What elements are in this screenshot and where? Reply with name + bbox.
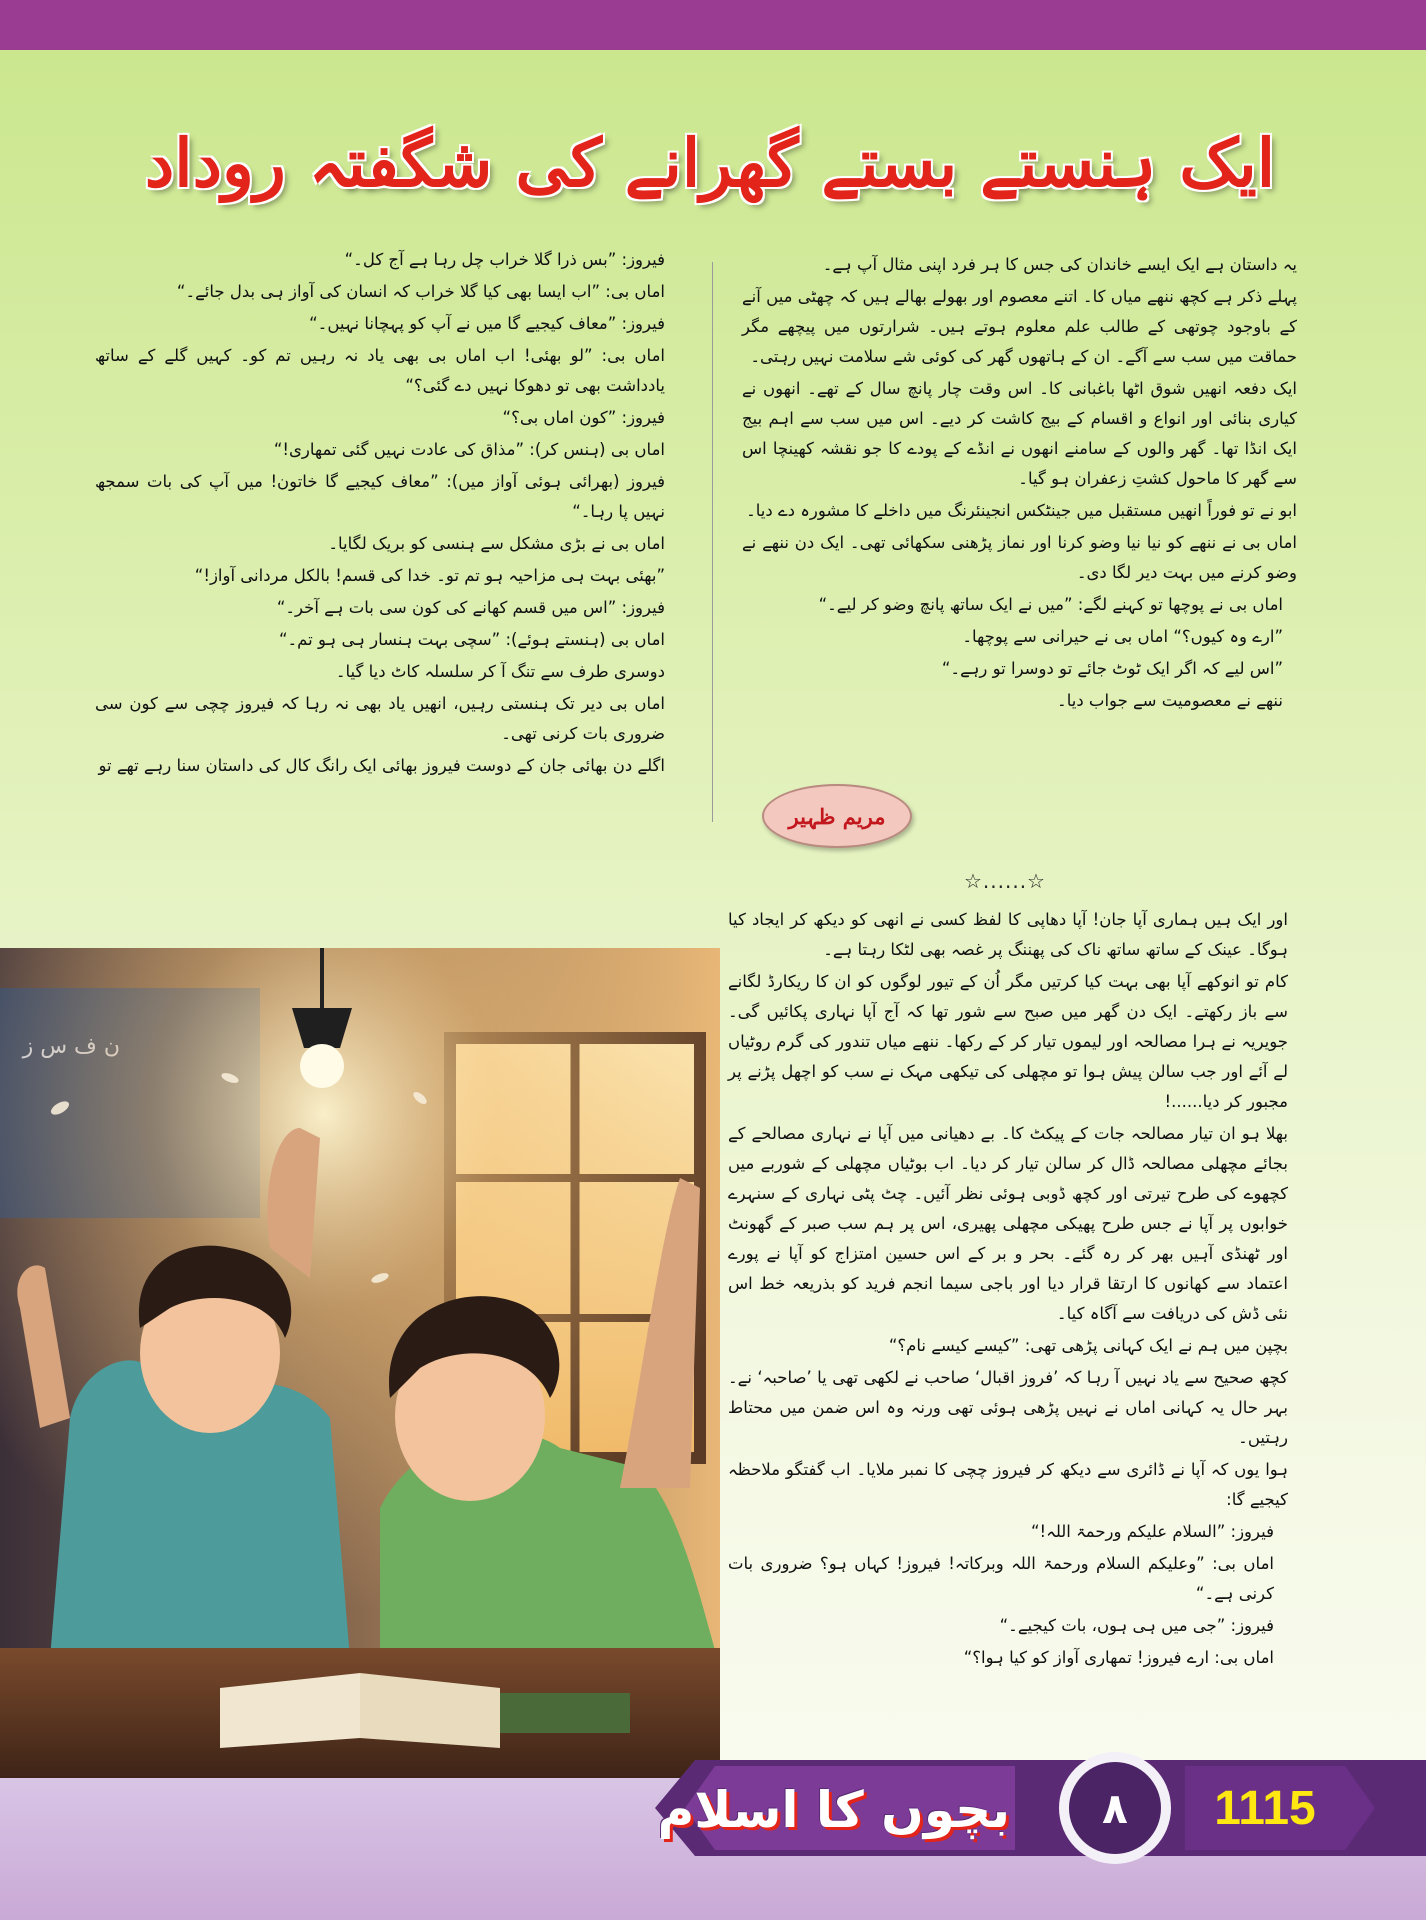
- closed-book: [500, 1693, 630, 1733]
- dialogue-line: اگلے دن بھائی جان کے دوست فیروز بھائی ایک رانگ کال کی داستان سنا رہے تھے تو: [98, 756, 665, 775]
- dialogue-line: اماں بی نے بڑی مشکل سے ہنسی کو بریک لگایا۔: [328, 534, 665, 553]
- dialogue-line: اماں بی: ارے فیروز! تمھاری آواز کو کیا ہوا؟“: [963, 1648, 1274, 1667]
- column-divider: [712, 262, 713, 822]
- paragraph: یہ داستان ہے ایک ایسے خاندان کی جس کا ہر فرد اپنی مثال آپ ہے۔: [822, 255, 1297, 274]
- dialogue-line: فیروز: ”السلام علیکم ورحمۃ اللہ!“: [1030, 1522, 1274, 1541]
- paragraph: ابو نے تو فوراً انھیں مستقبل میں جینٹکس انجینئرنگ میں داخلے کا مشورہ دے دیا۔: [746, 501, 1297, 520]
- article-column-right: [742, 250, 1297, 828]
- page-number: ۸: [1102, 1784, 1128, 1833]
- paragraph: ہوا یوں کہ آپا نے ڈائری سے دیکھ کر فیروز چچی کا نمبر ملایا۔ اب گفتگو ملاحظہ کیجیے گا:: [728, 1460, 1288, 1509]
- dialogue-line: فیروز: ”بس ذرا گلا خراب چل رہا ہے آج کل۔“: [344, 250, 665, 269]
- paragraph: بھلا ہو ان تیار مصالحہ جات کے پیکٹ کا۔ بے دھیانی میں آپا نے نہاری مصالحے کے بجائے مچھلی مصالحہ ڈال کر سالن تیار کر دیا۔ اب بوٹیاں مچھلی کے شوربے میں کچھوے کی طرح تیرتی اور کچھ ڈوبی ہوئی نظر آئیں۔ چٹ پٹی نہاری کے سنہرے خوابوں پر آپا نے جس طرح پھیکی مچھلی پھیری، اس پر ہم سب صبر کے گھونٹ اور ٹھنڈی آہیں بھر کر رہ گئے۔ بحر و بر کے اس حسین امتزاج کو آپا نے پورے اعتماد سے کھانوں کا ارتقا قرار دیا اور باجی سیما انجم فرید کو بذریعہ خط اس نئی ڈش کی دریافت سے آگاہ کیا۔: [728, 1124, 1288, 1323]
- author-name-badge: مریم ظہیر: [762, 784, 912, 848]
- top-color-bar: [0, 0, 1426, 50]
- dialogue-line: فیروز: ”کون اماں بی؟“: [502, 408, 665, 427]
- paragraph: ”ارے وہ کیوں؟“ اماں بی نے حیرانی سے پوچھا۔: [962, 627, 1283, 646]
- article-title: ایک ہنستے بستے گھرانے کی شگفتہ روداد: [144, 124, 1276, 202]
- paragraph: اماں بی نے پوچھا تو کہنے لگے: ”میں نے ایک ساتھ پانچ وضو کر لیے۔“: [818, 595, 1283, 614]
- paragraph: کچھ صحیح سے یاد نہیں آ رہا کہ ’فروز اقبال‘ صاحب نے لکھی تھی یا ’صاحبہ‘ نے۔ بہر حال یہ کہانی اماں نے نہیں پڑھی ہوئی تھی ورنہ وہ اس ضمن میں محتاط رہتیں۔: [728, 1368, 1288, 1447]
- issue-number: 1115: [1214, 1782, 1316, 1835]
- paragraph: اماں بی نے ننھے کو نیا نیا وضو کرنا اور نماز پڑھنی سکھائی تھی۔ ایک دن ننھے نے وضو کرنے میں بہت دیر لگا دی۔: [742, 533, 1297, 582]
- open-book: [220, 1673, 500, 1748]
- section-separator: ☆......☆: [963, 869, 1046, 893]
- paragraph: ”اس لیے کہ اگر ایک ٹوٹ جائے تو دوسرا تو رہے۔“: [941, 659, 1283, 678]
- dialogue-line: اماں بی: ”وعلیکم السلام ورحمۃ اللہ وبرکاتہ! فیروز! کہاں ہو؟ ضروری بات کرنی ہے۔“: [728, 1554, 1274, 1603]
- dialogue-line: اماں بی: ”اب ایسا بھی کیا گلا خراب کہ انسان کی آواز ہی بدل جائے۔“: [176, 282, 665, 301]
- article-column-bottom: [728, 905, 1288, 1735]
- paragraph: بچپن میں ہم نے ایک کہانی پڑھی تھی: ”کیسے کیسے نام؟“: [888, 1336, 1288, 1355]
- story-illustration: [0, 948, 720, 1778]
- article-column-left: [95, 245, 665, 895]
- paragraph: کام تو انوکھے آپا بھی بہت کیا کرتیں مگر اُن کے تیور لوگوں کو ان کا ریکارڈ لگانے سے باز رکھتے۔ ایک دن گھر میں صبح سے شور تھا کہ آج آپا نہاری پکائیں گی۔ جویریہ نے ہرا مصالحہ اور لیموں تیار کر کے رکھا۔ ننھے میاں تندور کی گرم روٹیاں لے آئے اور جب سالن پیش ہوا تو مچھلی کی تیکھی مہک نے سب کو اچھل پڑنے پر مجبور کر دیا......!: [728, 972, 1288, 1111]
- magazine-logo: بچوں کا اسلام: [657, 1781, 1010, 1839]
- dialogue-line: اماں بی (ہنستے ہوئے): ”سچی بہت ہنسار ہی ہو تم۔“: [278, 630, 665, 649]
- paragraph: پہلے ذکر ہے کچھ ننھے میاں کا۔ اتنے معصوم اور بھولے بھالے ہیں کہ چھٹی میں آنے کے باوجود چوتھی کے طالب علم معلوم ہوتے ہیں۔ شرارتوں میں پیچھے مگر حماقت میں سب سے آگے۔ ان کے ہاتھوں گھر کی کوئی شے سلامت نہیں رہتی۔: [742, 287, 1297, 366]
- paragraph: ننھے نے معصومیت سے جواب دیا۔: [1057, 691, 1283, 710]
- dialogue-line: فیروز: ”معاف کیجیے گا میں نے آپ کو پہچانا نہیں۔“: [309, 314, 665, 333]
- dialogue-line: فیروز: ”اس میں قسم کھانے کی کون سی بات ہے آخر۔“: [276, 598, 665, 617]
- dialogue-line: فیروز: ”جی میں ہی ہوں، بات کیجیے۔“: [999, 1616, 1274, 1635]
- dialogue-line: دوسری طرف سے تنگ آ کر سلسلہ کاٹ دیا گیا۔: [335, 662, 665, 681]
- dialogue-line: اماں بی دیر تک ہنستی رہیں، انھیں یاد بھی نہ رہا کہ فیروز چچی سے کون سی ضروری بات کرنی تھی۔: [95, 694, 665, 743]
- dialogue-line: فیروز (بھرائی ہوئی آواز میں): ”معاف کیجیے گا خاتون! میں آپ کی بات سمجھ نہیں پا رہا۔“: [95, 472, 665, 521]
- paragraph: ایک دفعہ انھیں شوق اٹھا باغبانی کا۔ اس وقت چار پانچ سال کے تھے۔ انھوں نے کیاری بنائی اور انواع و اقسام کے بیج کاشت کر دیے۔ اس میں سب سے اہم بیج ایک انڈا تھا۔ گھر والوں کے سامنے انھوں نے انڈے کے پودے کا جو نقشہ کھینچا اس سے گھر کا ماحول کشتِ زعفران ہو گیا۔: [742, 379, 1297, 488]
- page-footer: [655, 1748, 1426, 1868]
- dialogue-line: اماں بی (ہنس کر): ”مذاق کی عادت نہیں گئی تمھاری!“: [273, 440, 665, 459]
- dialogue-line: اماں بی: ”لو بھئی! اب اماں بی بھی یاد نہ رہیں تم کو۔ کہیں گلے کے ساتھ یادداشت بھی تو دھوکا نہیں دے گئی؟“: [95, 346, 665, 395]
- paragraph: اور ایک ہیں ہماری آپا جان! آپا دھاپی کا لفظ کسی نے انھی کو دیکھ کر ایجاد کیا ہوگا۔ عینک کے ساتھ ساتھ ناک کی پھننگ پر غصہ بھی لٹکا رہتا ہے۔: [728, 910, 1288, 959]
- dialogue-line: ”بھئی بہت ہی مزاحیہ ہو تم تو۔ خدا کی قسم! بالکل مردانی آواز!“: [194, 566, 665, 585]
